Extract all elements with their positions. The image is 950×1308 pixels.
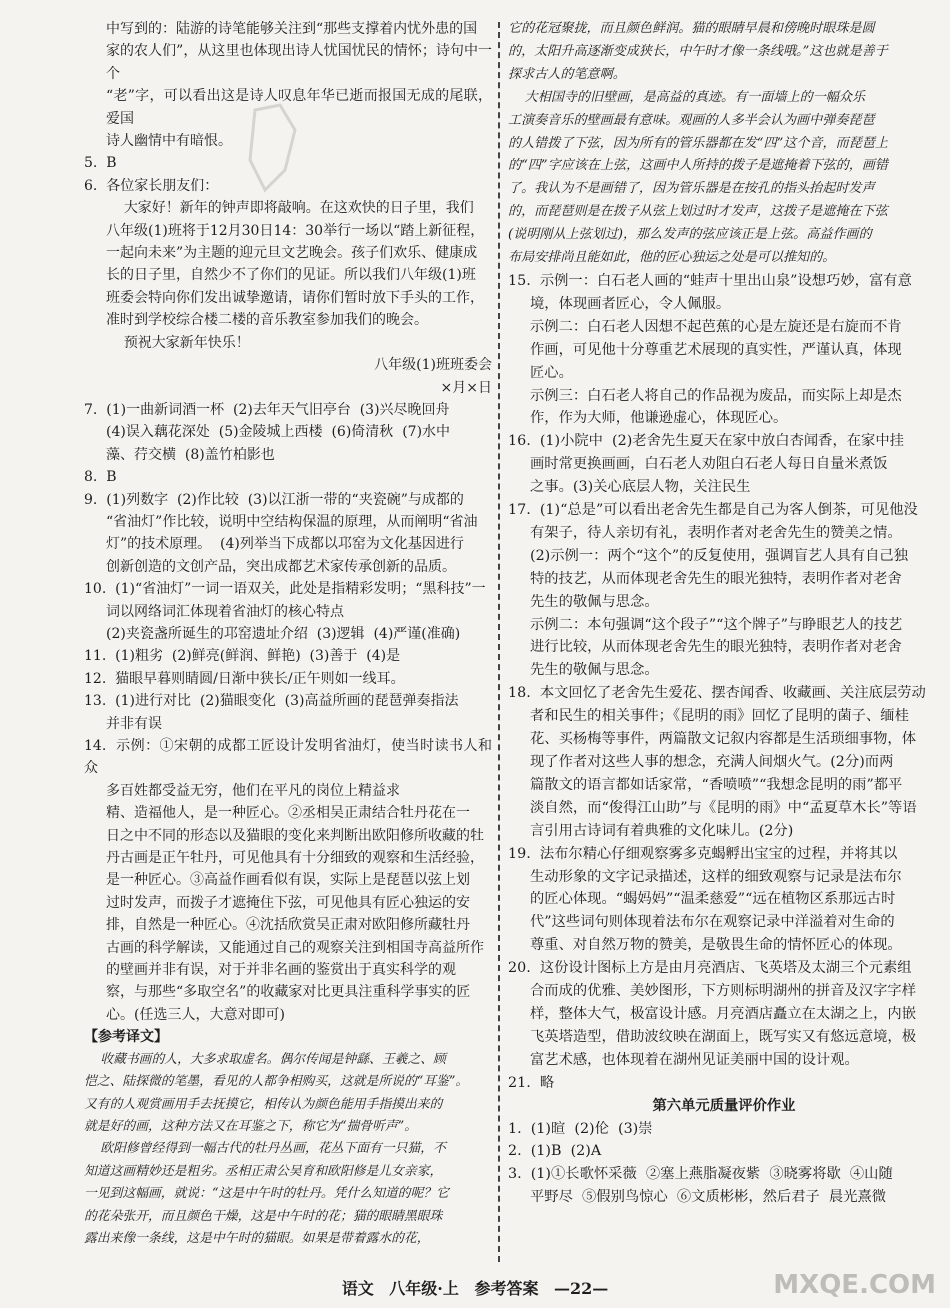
right-line: 合而成的优雅、美妙图形，下方则标明湖州的拼音及汉字字样 [530, 983, 917, 1000]
right-column [508, 18, 940, 1209]
right-line: 工演奏音乐的壁画最有意味。观画的人多半会认为画中弹奏琵琶 [508, 112, 875, 128]
left-line: 多百姓都受益无穷，他们在平凡的岗位上精益求 [106, 782, 400, 799]
right-line: 2. (1)B (2)A [508, 1143, 602, 1160]
right-line: 示例二：白石老人因想不起芭蕉的心是左旋还是右旋而不肯 [530, 318, 902, 335]
left-line: 词以网络词汇体现着省油灯的核心特点 [106, 603, 344, 620]
left-line: 精、造福他人，是一种匠心。②丞相吴正肃结合牡丹花在一 [106, 805, 470, 822]
left-line: 八年级(1)班将于12月30日14：30举行一场以“踏上新征程， [106, 222, 485, 239]
left-line: 8. B [84, 469, 117, 486]
right-line: 言引用古诗词有着典雅的文化味儿。(2分) [530, 822, 794, 839]
left-line: (4)误入藕花深处 (5)金陵城上西楼 (6)倚清秋 (7)水中 [106, 424, 451, 441]
left-line: 日之中不同的形态以及猫眼的变化来判断出欧阳修所收藏的牡 [106, 827, 484, 844]
left-line: 【参考译文】 [84, 1029, 168, 1046]
right-line: 有架子，待人亲切有礼，表明作者对老舍先生的赞美之情。 [530, 524, 902, 541]
right-line: 境，体现画者匠心，令人佩服。 [530, 295, 731, 312]
right-line: 画时常更换画画，白石老人劝阻白石老人每日自量米煮饭 [530, 456, 888, 473]
faint-stamp-graphic [235, 100, 305, 200]
right-line: 富艺术感，也体现着在湖州见证美丽中国的设计观。 [530, 1051, 859, 1068]
left-line: 家的农人们”，从这里也体现出诗人忧国忧民的情怀；诗句中一个 [106, 43, 492, 82]
left-line: 藻、荇交横 (8)盖竹柏影也 [106, 446, 275, 463]
left-line: 过时发声，而拨子才遮掩住下弦，可见他具有匠心独运的安 [106, 894, 470, 911]
left-line: 收藏书画的人，大多求取虚名。偶尔传闻是钟繇、王羲之、顾 [84, 1051, 446, 1067]
left-line: 灯”的技术原理。 (4)列举当下成都以邛窑为文化基因进行 [106, 536, 464, 553]
footer-label: 参考答案 [474, 1279, 539, 1298]
right-line: 作画，可见他十分尊重艺术展现的真实性，严谨认真，体现 [530, 341, 902, 358]
right-line: 的“四”字应该在上弦，这画中人所持的拨子是遮掩着下弦的，画错 [508, 158, 889, 174]
left-line: 八年级(1)班班委会 [374, 357, 492, 374]
left-line: 并非有误 [106, 715, 162, 732]
footer-page-number: —22— [554, 1279, 609, 1298]
left-line: 的壁画并非有误，对于并非名画的鉴赏出于真实科学的观 [106, 962, 456, 979]
right-line: 先生的敬佩与思念。 [530, 593, 659, 610]
left-line: 7. (1)一曲新词酒一杯 (2)去年天气旧亭台 (3)兴尽晚回舟 [84, 401, 450, 418]
left-line: 察，与那些“多取空名”的收藏家对比更具注重科学事实的匠 [106, 984, 471, 1001]
left-line: 心。(任选三人，大意对即可) [106, 1006, 285, 1023]
right-line: 样，整体大气，极富设计感。月亮酒店矗立在太湖之上，内嵌 [530, 1005, 917, 1022]
left-line: 诗人幽情中有暗恨。 [106, 133, 232, 150]
left-line: 排，自然是一种匠心。④沈括欣赏吴正肃对欧阳修所藏牡丹 [106, 917, 470, 934]
footer-grade: 八年级·上 [389, 1279, 459, 1298]
left-line: 9. (1)列数字 (2)作比较 (3)以江浙一带的“夹瓷碗”与成都的 [84, 491, 464, 508]
right-line: 的，太阳升高逐渐变成狭长，中午时才像一条线哦。”这也就是善于 [508, 43, 888, 59]
left-line: 班委会特向你们发出诚挚邀请，请你们暂时放下手头的工作， [106, 289, 484, 306]
right-line: 18. 本文回忆了老舍先生爱花、摆杏闻香、收藏画、关注底层劳动 [508, 685, 926, 702]
right-line: 平野尽 ⑤假别鸟惊心 ⑥文质彬彬，然后君子 晨光熹微 [530, 1189, 887, 1206]
right-line: 的匠心体现。“蝎妈妈”“温柔慈爱”“远在植物区系那远古时 [530, 891, 896, 908]
left-line: (2)夹瓷盏所诞生的邛窑遗址介绍 (3)逻辑 (4)严谨(准确) [106, 625, 461, 642]
right-line: 篇散文的语言都如话家常，“香喷喷”“我想念昆明的雨”都平 [530, 776, 903, 793]
left-line: 13. (1)进行对比 (2)猫眼变化 (3)高益所画的琵琶弹奏指法 [84, 693, 459, 710]
left-line: 又有的人观赏画用手去抚摸它，相传认为颜色能用手指摸出来的 [84, 1096, 443, 1112]
right-line: 匠心。 [530, 364, 573, 381]
right-line: 之事。(3)关心底层人物，关注民生 [530, 479, 751, 496]
right-line: 生动形象的文字记录描述，这样的细致观察与记录是法布尔 [530, 868, 902, 885]
right-line: 示例二：本句强调“这个段子”“这个牌子”与睁眼艺人的技艺 [530, 616, 903, 633]
left-line: 就是好的画，这种方法又在耳鉴之下，称它为“揣骨听声”。 [84, 1118, 418, 1134]
left-line: 露出来像一条线，这是中午时的猫眼。如果是带着露水的花， [84, 1230, 430, 1246]
left-line: 5. B [84, 155, 117, 172]
right-line: 布局安排尚且能如此，他的匠心独运之处是可以推知的。 [508, 250, 836, 266]
right-line: 现了作者对这些人事的想念，充满人间烟火气。(2分)而两 [530, 754, 894, 770]
right-line: 它的花冠聚拢，而且颜色鲜润。猫的眼睛早晨和傍晚时眼珠是圆 [508, 21, 875, 36]
right-line: 的，而琵琶则是在拨子从弦上划过时才发声，这拨子是遮掩在下弦 [508, 204, 888, 220]
right-line: 飞英塔造型，借助波纹映在湖面上，既写实又有悠远意境，极 [530, 1028, 917, 1045]
column-divider [498, 22, 500, 1262]
left-line: 11. (1)粗劣 (2)鲜亮(鲜润、鲜艳) (3)善于 (4)是 [84, 648, 401, 665]
right-line: 3. (1)①长歌怀采薇 ②塞上燕脂凝夜紫 ③晓雾将歇 ④山随 [508, 1166, 893, 1183]
right-line: 17. (1)“总是”可以看出老舍先生都是自己为客人倒茶，可见他没 [508, 502, 918, 519]
right-line: 先生的敬佩与思念。 [530, 662, 659, 679]
right-line: 了。我认为不是画错了，因为管乐器是在按孔的指头抬起时发声 [508, 181, 875, 197]
left-line: 古画的科学解读，又能通过自己的观察关注到相国寺高益所作 [106, 939, 484, 956]
right-line: 大相国寺的旧壁画，是高益的真迹。有一面墙上的一幅众乐 [508, 89, 866, 105]
footer-subject: 语文 [341, 1279, 374, 1298]
left-line: 的花朵张开，而且颜色干燥，这是中午时的花；猫的眼睛黑眼珠 [84, 1208, 443, 1224]
watermark-logo: MXQE.COM [773, 1270, 936, 1300]
left-line: 准时到学校综合楼二楼的音乐教室参加我们的晚会。 [106, 312, 428, 329]
right-line: 19. 法布尔精心仔细观察雾多克蝎孵出宝宝的过程，并将其以 [508, 845, 898, 862]
right-line: 1. (1)暄 (2)伦 (3)崇 [508, 1120, 653, 1137]
left-line: ×月×日 [440, 379, 492, 396]
right-line: 20. 这份设计图标上方是由月亮酒店、飞英塔及太湖三个元素组 [508, 960, 912, 977]
right-line: 作，作为大师，他谦逊虚心，体现匠心。 [530, 410, 788, 427]
right-line: 的人错拨了下弦，因为所有的管乐器都在发“四”这个音，而琵琶上 [508, 135, 889, 151]
left-line: “老”字，可以看出这是诗人叹息年华已逝而报国无成的尾联，爱国 [106, 88, 492, 127]
left-line: 大家好！新年的钟声即将敲响。在这欢快的日子里，我们 [106, 200, 474, 217]
right-line: 花、买杨梅等事件，两篇散文记叙内容都是生活琐细事物，体 [530, 731, 917, 748]
left-line: 中写到的：陆游的诗笔能够关注到“那些支撑着内忧外患的国 [106, 21, 478, 37]
left-column [84, 18, 492, 1250]
left-line: 一见到这幅画，就说：“这是中午时的牡丹。凭什么知道的呢？它 [84, 1186, 449, 1202]
right-line: (说明刚从上弦划过)，那么发声的弦应该正是上弦。高益作画的 [508, 227, 872, 243]
left-line: 创新创造的文创产品，突出成都艺术家传承创新的品质。 [106, 558, 456, 575]
right-line: 15. 示例一：白石老人画的“蛙声十里出山泉”设想巧妙，富有意 [508, 272, 912, 289]
right-line: 第六单元质量评价作业 [652, 1097, 796, 1114]
right-line: 示例三：白石老人将自己的作品视为废品，而实际上却是杰 [530, 387, 902, 404]
left-line: 欧阳修曾经得到一幅古代的牡丹丛画，花丛下面有一只猫，不 [84, 1141, 446, 1157]
right-line: (2)示例一：两个“这个”的反复使用，强调盲艺人具有自己独 [530, 547, 908, 564]
left-line: 12. 猫眼早暮则睛圆/日渐中狭长/正午则如一线耳。 [84, 670, 405, 687]
left-line: “省油灯”作比较，说明中空结构保温的原理，从而阐明“省油 [106, 513, 478, 530]
right-line: 者和民生的相关事件；《昆明的雨》回忆了昆明的菌子、缅桂 [530, 708, 909, 725]
right-line: 进行比较，从而体现老舍先生的眼光独特，表明作者对老舍 [530, 639, 902, 656]
left-line: 10. (1)“省油灯”一词一语双关，此处是指精彩发明；“黑科技”一 [84, 581, 486, 598]
right-line: 16. (1)小院中 (2)老舍先生夏天在家中放白杏闻香，在家中挂 [508, 433, 904, 450]
left-line: 一起向未来”为主题的迎元旦文艺晚会。孩子们欢乐、健康成 [106, 245, 478, 262]
left-line: 长的日子里，自然少不了你们的见证。所以我们八年级(1)班 [106, 267, 476, 284]
right-line: 淡自然，而“俊得江山助”与《昆明的雨》中“孟夏草木长”等语 [530, 799, 917, 816]
left-line: 知道这画精妙还是粗劣。丞相正肃公吴育和欧阳修是儿女亲家， [84, 1163, 443, 1179]
right-line: 21. 略 [508, 1074, 555, 1091]
left-line: 丹古画是正午牡丹，可见他具有十分细致的观察和生活经验， [106, 850, 484, 867]
left-line: 6. 各位家长朋友们： [84, 177, 219, 194]
left-line: 恺之、陆探微的笔墨，看见的人都争相购买，这就是所说的“耳鉴”。 [84, 1074, 469, 1090]
right-line: 代”这些词句则体现着法布尔在观察记录中洋溢着对生命的 [530, 914, 895, 931]
right-line: 特的技艺，从而体现老舍先生的眼光独特，表明作者对老舍 [530, 570, 902, 587]
left-line: 14. 示例：①宋朝的成都工匠设计发明省油灯，使当时读书人和众 [84, 738, 492, 777]
left-line: 预祝大家新年快乐！ [106, 334, 250, 351]
left-line: 是一种匠心。③高益作画看似有误，实际上是琵琶以弦上划 [106, 872, 470, 889]
right-line: 尊重、对自然万物的赞美，是敬畏生命的情怀匠心的体现。 [530, 937, 902, 954]
right-line: 探求古人的笔意啊。 [508, 66, 626, 82]
